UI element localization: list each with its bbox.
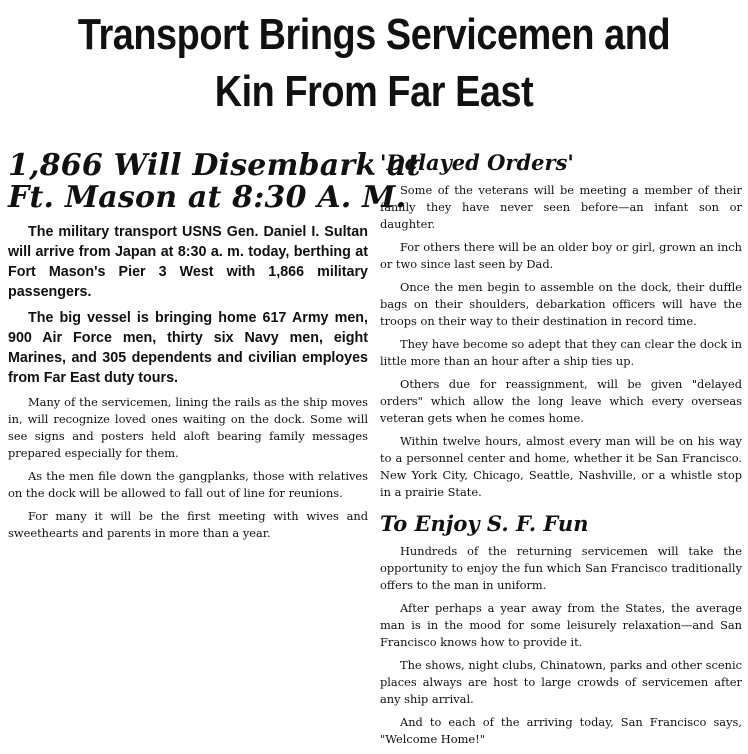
section-heading-enjoy-sf-fun: To Enjoy S. F. Fun [380, 511, 589, 536]
right-column [380, 150, 742, 754]
body-paragraph: Once the men begin to assemble on the dock, their duffle bags on their shoulders, debarkation officers will have the troops on their way to their destination in record time. [380, 280, 742, 328]
lede-paragraph: The military transport USNS Gen. Daniel I. Sultan will arrive from Japan at 8:30 a. m. today, berthing at Fort Mason's Pier 3 West with 1,866 military passengers. [8, 224, 368, 300]
body-paragraph: Hundreds of the returning servicemen will take the opportunity to enjoy the fun which San Francisco traditionally offers to the man in uniform. [380, 544, 742, 592]
subheadline [8, 148, 421, 215]
body-paragraph: The shows, night clubs, Chinatown, parks and other scenic places always are host to large crowds of servicemen after any ship arrival. [380, 658, 742, 706]
body-paragraph: For many it will be the first meeting with wives and sweethearts and parents in more than a year. [8, 509, 368, 540]
headline-line-1: Transport Brings Servicemen and [77, 10, 671, 59]
body-paragraph: And to each of the arriving today, San Francisco says, "Welcome Home!" [380, 715, 742, 746]
headline-line-2: Kin From Far East [214, 67, 534, 116]
lede-paragraph: The big vessel is bringing home 617 Army men, 900 Air Force men, thirty six Navy men, eight Marines, and 305 dependents and civilian employes from Far East duty tours. [8, 310, 368, 386]
body-paragraph: As the men file down the gangplanks, those with relatives on the dock will be allowed to fall out of line for reunions. [8, 469, 368, 500]
body-paragraph: Some of the veterans will be meeting a member of their family they have never seen before—an infant son or daughter. [380, 183, 742, 231]
body-paragraph: Others due for reassignment, will be given "delayed orders" which allow the long leave which every overseas veteran gets when he comes home. [380, 377, 742, 425]
body-paragraph: Many of the servicemen, lining the rails as the ship moves in, will recognize loved ones waiting on the dock. Some will see signs and posters held aloft bearing family messages prepared especially for them. [8, 395, 368, 460]
subheadline-line-2: Ft. Mason at 8:30 A. M. [8, 180, 407, 215]
headline [52, 6, 695, 120]
section-heading-delayed-orders: 'Delayed Orders' [380, 150, 574, 175]
body-paragraph: For others there will be an older boy or girl, grown an inch or two since last seen by Dad. [380, 240, 742, 271]
body-paragraph: They have become so adept that they can clear the dock in little more than an hour after a ship ties up. [380, 337, 742, 368]
left-column [8, 148, 421, 548]
body-paragraph: After perhaps a year away from the States, the average man is in the mood for some leisurely relaxation—and San Francisco knows how to provide it. [380, 601, 742, 649]
body-paragraph: Within twelve hours, almost every man will be on his way to a personnel center and home, whether it be San Francisco. New York City, Chicago, Seattle, Nashville, or a whistle stop in a prairie State. [380, 434, 742, 499]
subheadline-line-1: 1,866 Will Disembark at [8, 148, 421, 183]
